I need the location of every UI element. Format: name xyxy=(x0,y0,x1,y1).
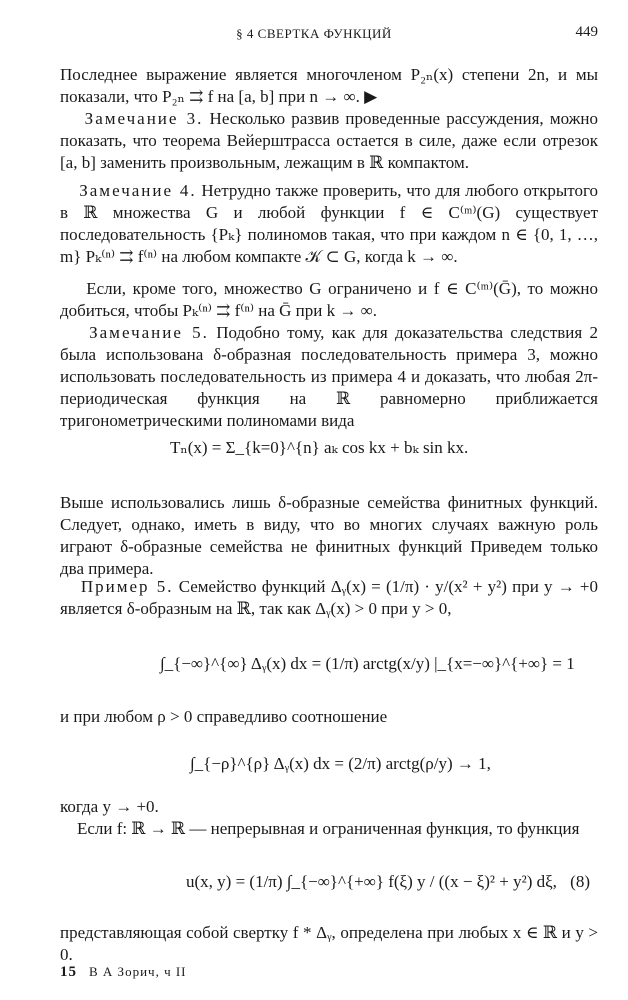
remark-3-text: Несколько развив проведенные рассуждения, можно показать, что теорема Вейерштрасса остается в силе, даже если отрезок [a, b] заменить произвольным, лежащим в ℝ компактом. xyxy=(60,109,598,172)
paragraph-6 xyxy=(60,492,598,580)
paragraph-1 xyxy=(60,64,598,108)
paragraph-text: когда y → +0. xyxy=(60,797,159,816)
remark-5-label: Замечание 5. xyxy=(89,323,209,342)
signature-number: 15 xyxy=(60,964,77,980)
paragraph-text: Если, кроме того, множество G ограничено и f ∈ C⁽ᵐ⁾(Ḡ), то можно добиться, чтобы Pₖ⁽ⁿ⁾ ⇉ f⁽ⁿ⁾ на Ḡ при k → ∞. xyxy=(60,279,598,320)
remark-4 xyxy=(60,180,598,268)
remark-3-label: Замечание 3. xyxy=(84,109,204,128)
remark-5 xyxy=(60,322,598,432)
paragraph-text: и при любом ρ > 0 справедливо соотношение xyxy=(60,707,388,726)
paragraph-11 xyxy=(60,922,598,966)
page-footer xyxy=(60,964,187,981)
page-header xyxy=(0,22,628,50)
paragraph-text: представляющая собой свертку f * Δᵧ, определена при любых x ∈ ℝ и y > 0. xyxy=(60,923,598,964)
formula-trig-poly: Tₙ(x) = Σ_{k=0}^{n} aₖ cos kx + bₖ sin kx. xyxy=(170,438,469,457)
paragraph-text: Выше использовались лишь δ-образные семейства финитных функций. Следует, однако, иметь в виду, что во многих случаях важную роль играют δ-образные семейства не финитных функций Приведем только два примера. xyxy=(60,493,598,578)
paragraph-4 xyxy=(60,278,598,322)
formula-integral-2: ∫_{−ρ}^{ρ} Δᵧ(x) dx = (2/π) arctg(ρ/y) → 1, xyxy=(190,754,491,773)
example-5-text: Семейство функций Δᵧ(x) = (1/π) · y/(x² + y²) при y → +0 является δ-образным на ℝ, так как Δᵧ(x) > 0 при y > 0, xyxy=(60,577,599,618)
paragraph-8 xyxy=(60,706,598,728)
remark-5-text: Подобно тому, как для доказательства следствия 2 была использована δ-образная последовательность примера 3, можно использовать последовательность из примера 4 и доказать, что любая 2π-периодическая функция на ℝ равномерно приближается тригонометрическими полиномами вида xyxy=(60,323,598,430)
paragraph-text: Последнее выражение является многочленом P₂ₙ(x) степени 2n, и мы показали, что P₂ₙ ⇉ f на [a, b] при n → ∞. ▶ xyxy=(60,65,598,106)
equation-number: (8) xyxy=(570,872,590,891)
page-number: 449 xyxy=(575,24,598,40)
remark-4-label: Замечание 4. xyxy=(79,181,197,200)
formula-poisson: u(x, y) = (1/π) ∫_{−∞}^{+∞} f(ξ) y / ((x − ξ)² + y²) dξ, xyxy=(186,872,557,891)
example-5-label: Пример 5. xyxy=(80,577,174,596)
signature-text: В А Зорич, ч II xyxy=(89,964,187,979)
formula-integral-1: ∫_{−∞}^{∞} Δᵧ(x) dx = (1/π) arctg(x/y) |_{x=−∞}^{+∞} = 1 xyxy=(160,654,575,673)
remark-3 xyxy=(60,108,598,174)
paragraph-10 xyxy=(60,818,598,840)
running-title: § 4 СВЕРТКА ФУНКЦИЙ xyxy=(236,26,392,41)
example-5 xyxy=(60,576,598,620)
remark-4-text: Нетрудно также проверить, что для любого открытого в ℝ множества G и любой функции f ∈ C⁽ᵐ⁾(G) существует последовательность {Pₖ} полиномов такая, что при каждом n ∈ {0, 1, …, m} Pₖ⁽ⁿ⁾ ⇉ f⁽ⁿ⁾ на любом компакте 𝒦 ⊂ G, когда k → ∞. xyxy=(60,181,599,266)
paragraph-9 xyxy=(60,796,598,818)
paragraph-text: Если f: ℝ → ℝ — непрерывная и ограниченная функция, то функция xyxy=(77,819,580,838)
